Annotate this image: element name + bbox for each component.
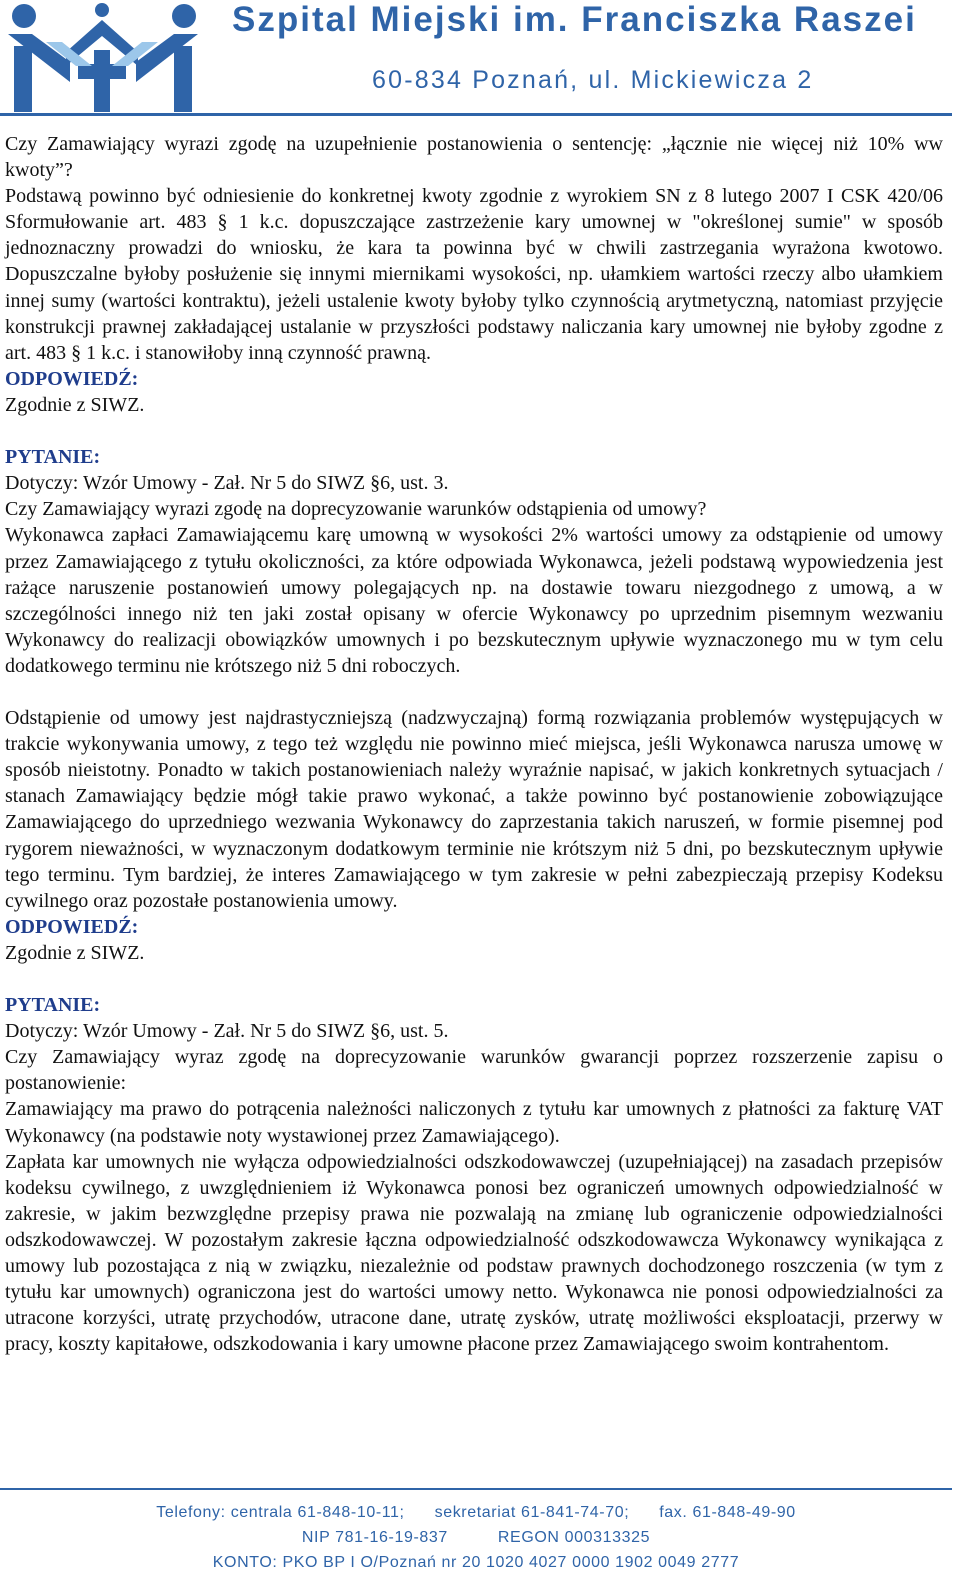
proposal-paragraph: Zamawiający ma prawo do potrącenia należności naliczonych z tytułu kar umownych z płatności za fakturę VAT Wykonawcy (na podstawie noty wystawionej przez Zamawiającego). — [5, 1098, 943, 1147]
hospital-address: 60-834 Poznań, ul. Mickiewicza 2 — [372, 66, 814, 94]
spacer — [5, 966, 943, 992]
answer-text: Zgodnie z SIWZ. — [5, 393, 145, 416]
footer-contact-row — [0, 1500, 952, 1525]
bank-account: KONTO: PKO BP I O/Poznań nr 20 1020 4027 0000 1902 0049 2777 — [212, 1554, 740, 1571]
spacer — [5, 418, 943, 444]
question-label: PYTANIE: — [5, 994, 101, 1017]
hospital-name: Szpital Miejski im. Franciszka Raszei — [232, 0, 917, 39]
letterhead — [0, 0, 960, 118]
question-label: PYTANIE: — [5, 446, 101, 469]
header-divider — [0, 113, 952, 116]
question-text: Czy Zamawiający wyraz zgodę na doprecyzowanie warunków gwarancji poprzez rozszerzenie zapisu o postanowienie: — [5, 1046, 943, 1095]
question-reference: Dotyczy: Wzór Umowy - Zał. Nr 5 do SIWZ §6, ust. 3. — [5, 472, 449, 495]
question-text: Czy Zamawiający wyrazi zgodę na doprecyzowanie warunków odstąpienia od umowy? — [5, 498, 707, 521]
spacer — [5, 679, 943, 705]
regon-number: REGON 000313325 — [497, 1529, 651, 1546]
footer — [0, 1500, 952, 1575]
fax-number: fax. 61-848-49-90 — [659, 1504, 796, 1521]
hospital-logo-icon — [4, 2, 200, 114]
phone-central: Telefony: centrala 61-848-10-11; — [156, 1504, 405, 1521]
nip-number: NIP 781-16-19-837 — [301, 1529, 448, 1546]
question-text: Czy Zamawiający wyrazi zgodę na uzupełnienie postanowienia o sentencję: „łącznie nie więcej niż 10% ww kwoty”? — [5, 133, 943, 182]
answer-label: ODPOWIEDŹ: — [5, 367, 139, 390]
proposal-paragraph: Wykonawca zapłaci Zamawiającemu karę umowną w wysokości 2% wartości umowy za odstąpienie od umowy przez Zamawiającego z tytułu okoliczności, za które odpowiada Wykonawca, jeżeli podstawą wypowiedzenia jest rażące naruszenie postanowień umowy polegających np. na dostawie towaru niezgodnego z umową, a w szczególności innego niż ten jaki został opisany w ofercie Wykonawcy po uprzednim pisemnym wezwaniu Wykonawcy do realizacji obowiązków umownych i po bezskutecznym upływie wyznaczonego mu w tym celu dodatkowego terminu nie krótszego niż 5 dni roboczych. — [5, 524, 943, 677]
footer-divider — [0, 1488, 952, 1490]
proposal-paragraph: Zapłata kar umownych nie wyłącza odpowiedzialności odszkodowawczej (uzupełniającej) na zasadach przepisów kodeksu cywilnego, z uwzględnieniem iż Wykonawca ponosi bez ograniczeń umownych odpowiedzialność w zakresie, w jakim bezwzględne przepisy prawa nie pozwalają na zmianę lub ograniczenie odpowiedzialności odszkodowawczej. W pozostałym zakresie łączna odpowiedzialność odszkodowawcza Wykonawcy wynikająca z umowy lub pozostająca z nią w związku, niezależnie od podstaw prawnych dochodzonego roszczenia (w tym z tytułu kar umownych) ograniczona jest do wartości umowy netto. Wykonawca nie ponosi odpowiedzialności za utracone korzyści, utratę przychodów, utracone dane, utratę zysków, utratę możliwości eksploatacji, przerwy w pracy, koszty kapitałowe, odszkodowania i kary umowne płacone przez Zamawiającego swoim kontrahentom. — [5, 1150, 943, 1356]
question-reference: Dotyczy: Wzór Umowy - Zał. Nr 5 do SIWZ §6, ust. 5. — [5, 1020, 449, 1043]
phone-secretariat: sekretariat 61-841-74-70; — [434, 1504, 630, 1521]
answer-text: Zgodnie z SIWZ. — [5, 941, 145, 964]
justification-paragraph: Odstąpienie od umowy jest najdrastyczniejszą (nadzwyczajną) formą rozwiązania problemów występujących w trakcie wykonywania umowy, z tego też względu nie powinno mieć miejsca, jeśli Wykonawca narusza umowę w sposób nieistotny. Ponadto w takich postanowieniach należy wyraźnie napisać, w jakich konkretnych sytuacjach / stanach Zamawiający będzie mógł takie prawo wykonać, a także powinno być postanowienie zobowiązujące Zamawiającego do uprzedniego wezwania Wykonawcy do zaprzestania takich naruszeń, w formie pisemnej pod rygorem nieważności, w wyznaczonym dodatkowym terminie nie krótszym niż 5 dni, po bezskutecznym upływie tego terminu. Tym bardziej, że interes Zamawiającego w tym zakresie w pełni zabezpieczają przepisy Kodeksu cywilnego oraz pozostałe postanowienia umowy. — [5, 707, 943, 912]
answer-label: ODPOWIEDŹ: — [5, 915, 139, 938]
document-body — [5, 131, 943, 1357]
footer-id-row — [0, 1525, 952, 1550]
justification-paragraph: Podstawą powinno być odniesienie do konkretnej kwoty zgodnie z wyrokiem SN z 8 lutego 2007 I CSK 420/06 Sformułowanie art. 483 § 1 k.c. dopuszczające zastrzeżenie kary umownej w "określonej sumie" w sposób jednoznaczny prowadzi do wniosku, że kara ta powinna być w chwili zastrzegania wyrażona kwotowo. Dopuszczalne byłoby posłużenie się innymi miernikami wysokości, np. ułamkiem wartości rzeczy albo ułamkiem innej sumy (wartości kontraktu), jeżeli ustalenie kwoty byłoby tylko czynnością arytmetyczną, natomiast przyjęcie konstrukcji prawnej zakładającej ustalanie w przyszłości podstawy naliczania kary umownej nie byłoby zgodne z art. 483 § 1 k.c. i stanowiłoby inną czynność prawną. — [5, 185, 943, 364]
